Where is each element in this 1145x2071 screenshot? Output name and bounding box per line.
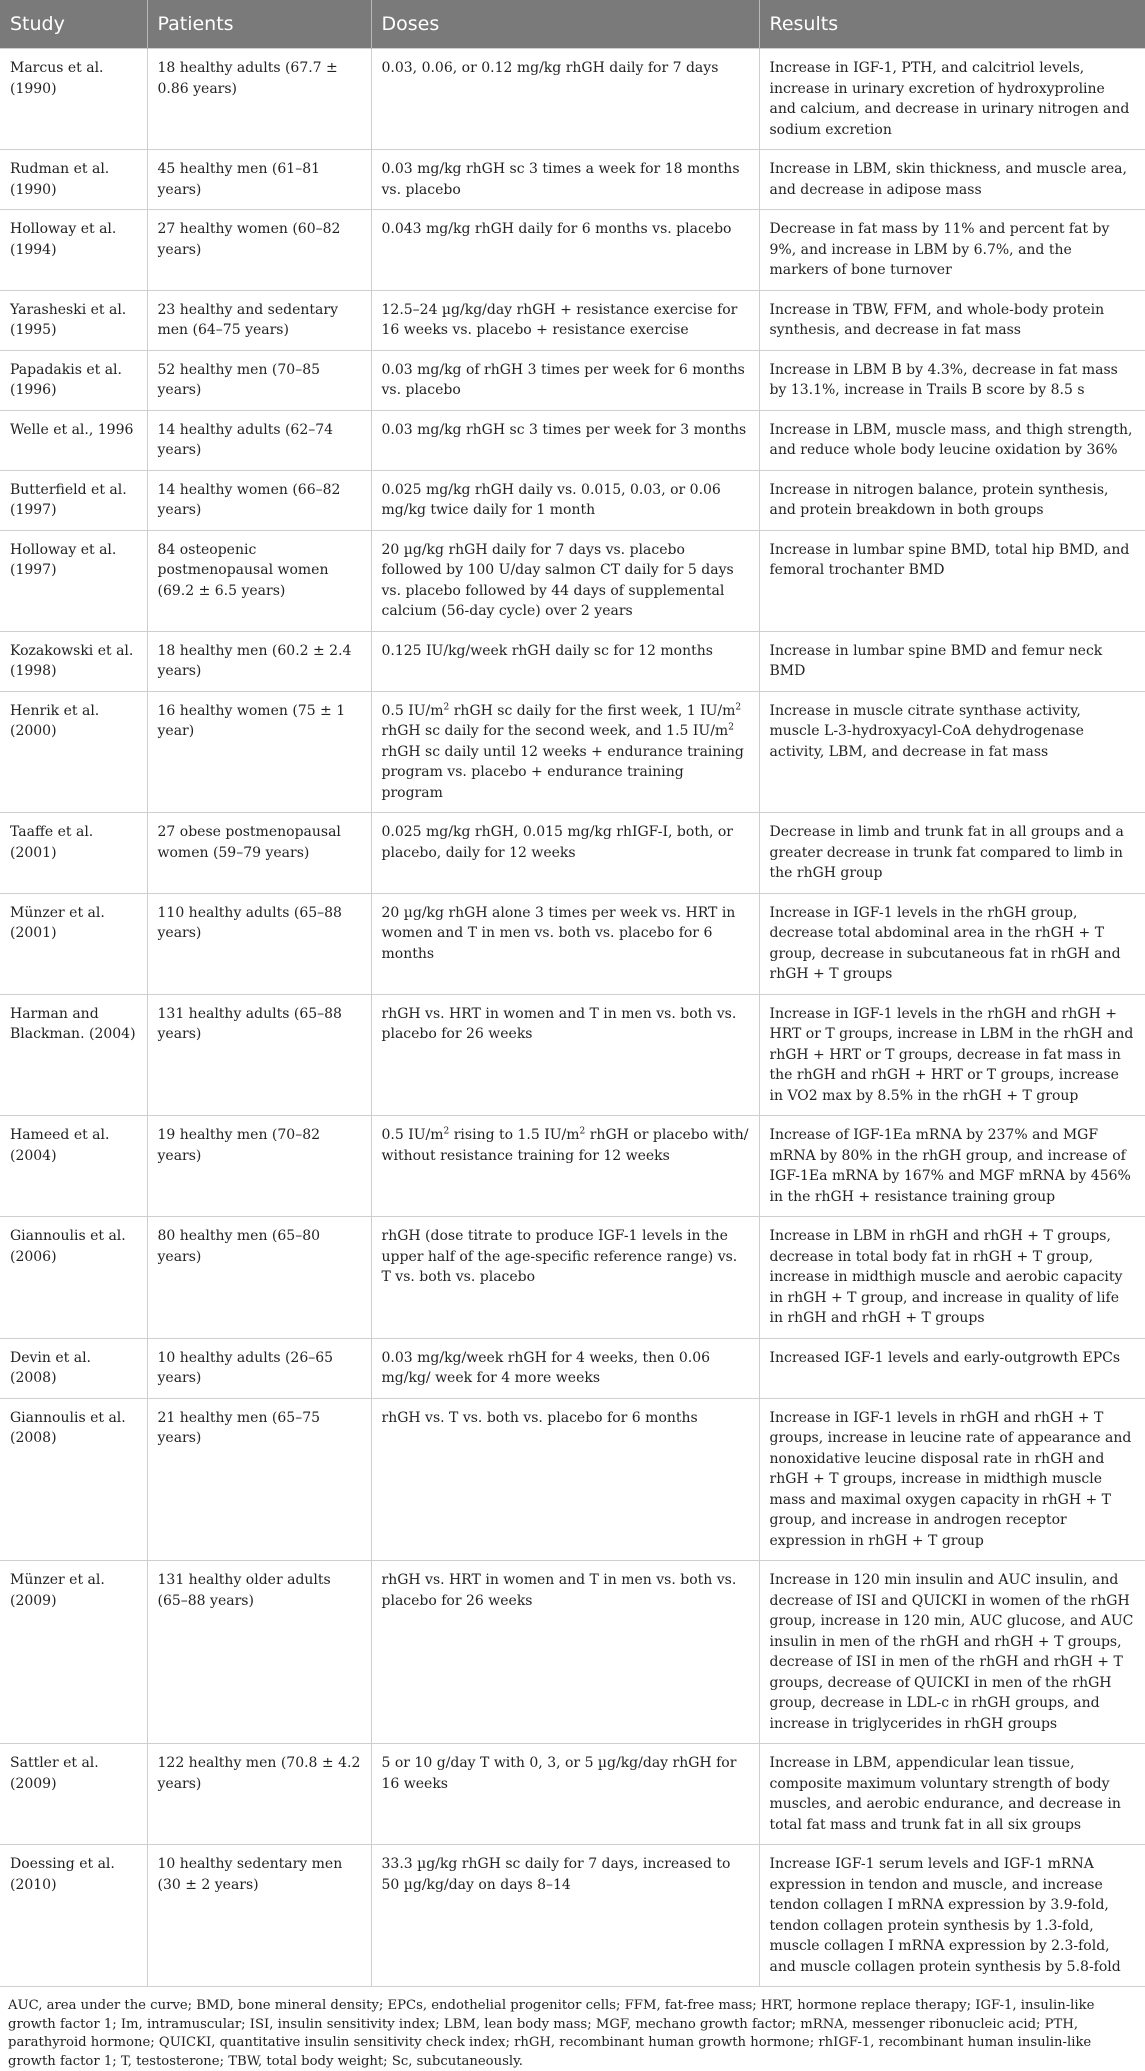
cell-results: Increase in lumbar spine BMD, total hip BMD, and femoral trochanter BMD	[759, 530, 1145, 631]
cell-results: Increase in IGF-1 levels in the rhGH and rhGH + HRT or T groups, increase in LBM in the rhGH and rhGH + HRT or T groups, decrease in fat mass in the rhGH and rhGH + HRT or T groups, increase in VO2 max by 8.5% in the rhGH + T group	[759, 994, 1145, 1116]
cell-patients: 10 healthy sedentary men (30 ± 2 years)	[147, 1845, 371, 1987]
cell-study: Sattler et al. (2009)	[0, 1744, 147, 1845]
cell-patients: 19 healthy men (70–82 years)	[147, 1116, 371, 1217]
header-row	[0, 0, 1145, 49]
cell-doses: 0.03 mg/kg rhGH sc 3 times a week for 18 months vs. placebo	[371, 150, 759, 210]
cell-doses: 0.03 mg/kg of rhGH 3 times per week for 6 months vs. placebo	[371, 350, 759, 410]
cell-results: Increase in IGF-1, PTH, and calcitriol levels, increase in urinary excretion of hydroxyproline and calcium, and decrease in urinary nitrogen and sodium excretion	[759, 49, 1145, 150]
table-row	[0, 350, 1145, 410]
cell-study: Münzer et al. (2009)	[0, 1561, 147, 1744]
cell-study: Münzer et al. (2001)	[0, 893, 147, 994]
cell-patients: 52 healthy men (70–85 years)	[147, 350, 371, 410]
cell-study: Harman and Blackman. (2004)	[0, 994, 147, 1116]
table-row	[0, 49, 1145, 150]
dose-text: rhGH sc daily for the first week, 1 IU/m	[449, 702, 736, 719]
cell-study: Kozakowski et al. (1998)	[0, 631, 147, 691]
cell-patients: 27 obese postmenopausal women (59–79 years)	[147, 813, 371, 894]
dose-text: 0.5 IU/m	[381, 702, 444, 719]
table-row	[0, 1561, 1145, 1744]
cell-results: Increase in TBW, FFM, and whole-body protein synthesis, and decrease in fat mass	[759, 290, 1145, 350]
table-row	[0, 530, 1145, 631]
cell-patients: 10 healthy adults (26–65 years)	[147, 1338, 371, 1398]
cell-doses: 20 µg/kg rhGH daily for 7 days vs. placebo followed by 100 U/day salmon CT daily for 5 days vs. placebo followed by 44 days of supplemental calcium (56-day cycle) over 2 years	[371, 530, 759, 631]
cell-patients: 21 healthy men (65–75 years)	[147, 1398, 371, 1561]
cell-doses: 33.3 µg/kg rhGH sc daily for 7 days, increased to 50 µg/kg/day on days 8–14	[371, 1845, 759, 1987]
table-row	[0, 1845, 1145, 1987]
dose-text: rhGH sc daily until 12 weeks + endurance training program vs. placebo + endurance training program	[381, 743, 744, 801]
cell-results: Increase in lumbar spine BMD and femur neck BMD	[759, 631, 1145, 691]
cell-doses: 0.025 mg/kg rhGH, 0.015 mg/kg rhIGF-I, both, or placebo, daily for 12 weeks	[371, 813, 759, 894]
cell-study: Rudman et al. (1990)	[0, 150, 147, 210]
cell-results: Increase IGF-1 serum levels and IGF-1 mRNA expression in tendon and muscle, and increase tendon collagen I mRNA expression by 3.9-fold, tendon collagen protein synthesis by 1.3-fold, muscle collagen I mRNA expression by 2.3-fold, and muscle collagen protein synthesis by 5.8-fold	[759, 1845, 1145, 1987]
cell-study: Welle et al., 1996	[0, 410, 147, 470]
table-row	[0, 290, 1145, 350]
cell-doses: 20 µg/kg rhGH alone 3 times per week vs. HRT in women and T in men vs. both vs. placebo for 6 months	[371, 893, 759, 994]
cell-results: Increase in LBM in rhGH and rhGH + T groups, decrease in total body fat in rhGH + T group, increase in midthigh muscle and aerobic capacity in rhGH + T group, and increase in quality of life in rhGH and rhGH + T groups	[759, 1217, 1145, 1339]
cell-doses	[371, 691, 759, 813]
cell-patients: 27 healthy women (60–82 years)	[147, 210, 371, 291]
table-row	[0, 1338, 1145, 1398]
cell-results: Increase in IGF-1 levels in the rhGH group, decrease total abdominal area in the rhGH + T group, decrease in subcutaneous fat in rhGH and rhGH + T groups	[759, 893, 1145, 994]
dose-text: rising to 1.5 IU/m	[449, 1127, 580, 1143]
dose-text: 0.5 IU/m	[381, 1127, 444, 1143]
superscript: 2	[579, 1126, 586, 1137]
dose-text: rhGH sc daily for the second week, and 1.5 IU/m	[381, 723, 729, 739]
table-row	[0, 631, 1145, 691]
table-row	[0, 893, 1145, 994]
table-row	[0, 150, 1145, 210]
cell-study: Devin et al. (2008)	[0, 1338, 147, 1398]
cell-doses	[371, 1116, 759, 1217]
header-results: Results	[759, 0, 1145, 49]
header-study: Study	[0, 0, 147, 49]
cell-study: Giannoulis et al. (2008)	[0, 1398, 147, 1561]
cell-patients: 16 healthy women (75 ± 1 year)	[147, 691, 371, 813]
cell-patients: 110 healthy adults (65–88 years)	[147, 893, 371, 994]
cell-doses: 0.025 mg/kg rhGH daily vs. 0.015, 0.03, or 0.06 mg/kg twice daily for 1 month	[371, 470, 759, 530]
cell-doses: 0.03 mg/kg/week rhGH for 4 weeks, then 0.06 mg/kg/ week for 4 more weeks	[371, 1338, 759, 1398]
cell-results: Increase in LBM, skin thickness, and muscle area, and decrease in adipose mass	[759, 150, 1145, 210]
table-row	[0, 1398, 1145, 1561]
cell-doses: 0.125 IU/kg/week rhGH daily sc for 12 months	[371, 631, 759, 691]
cell-patients: 14 healthy adults (62–74 years)	[147, 410, 371, 470]
cell-patients: 14 healthy women (66–82 years)	[147, 470, 371, 530]
cell-patients: 18 healthy men (60.2 ± 2.4 years)	[147, 631, 371, 691]
table-row	[0, 691, 1145, 813]
cell-results: Decrease in limb and trunk fat in all groups and a greater decrease in trunk fat compared to limb in the rhGH group	[759, 813, 1145, 894]
superscript: 2	[735, 701, 742, 712]
cell-results: Increase in IGF-1 levels in rhGH and rhGH + T groups, increase in leucine rate of appearance and nonoxidative leucine disposal rate in rhGH and rhGH + T groups, increase in midthigh muscle mass and maximal oxygen capacity in rhGH + T group, and increase in androgen receptor expression in rhGH + T group	[759, 1398, 1145, 1561]
cell-patients: 18 healthy adults (67.7 ± 0.86 years)	[147, 49, 371, 150]
cell-results: Increase in 120 min insulin and AUC insulin, and decrease of ISI and QUICKI in women of the rhGH group, increase in 120 min, AUC glucose, and AUC insulin in men of the rhGH and rhGH + T groups, decrease of ISI in men of the rhGH and rhGH + T groups, decrease of QUICKI in men of the rhGH group, decrease in LDL-c in rhGH groups, and increase in triglycerides in rhGH groups	[759, 1561, 1145, 1744]
table-row	[0, 1217, 1145, 1339]
table-footnote: AUC, area under the curve; BMD, bone mineral density; EPCs, endothelial progenitor cells; FFM, fat-free mass; HRT, hormone replace therapy; IGF-1, insulin-like growth factor 1; Im, intramuscular; ISI, insulin sensitivity index; LBM, lean body mass; MGF, mechano growth factor; mRNA, messenger ribonucleic acid; PTH, parathyroid hormone; QUICKI, quantitative insulin sensitivity check index; rhGH, recombinant human growth hormone; rhIGF-1, recombinant human insulin-like growth factor 1; T, testosterone; TBW, total body weight; Sc, subcutaneously.	[8, 1998, 1095, 2069]
cell-study: Taaffe et al. (2001)	[0, 813, 147, 894]
cell-doses: rhGH vs. HRT in women and T in men vs. both vs. placebo for 26 weeks	[371, 994, 759, 1116]
cell-results: Increased IGF-1 levels and early-outgrowth EPCs	[759, 1338, 1145, 1398]
cell-study: Holloway et al. (1997)	[0, 530, 147, 631]
cell-study: Marcus et al. (1990)	[0, 49, 147, 150]
cell-study: Doessing et al. (2010)	[0, 1845, 147, 1987]
cell-study: Henrik et al. (2000)	[0, 691, 147, 813]
cell-results: Increase in LBM B by 4.3%, decrease in fat mass by 13.1%, increase in Trails B score by 8.5 s	[759, 350, 1145, 410]
cell-results: Increase in nitrogen balance, protein synthesis, and protein breakdown in both groups	[759, 470, 1145, 530]
cell-doses: 0.03, 0.06, or 0.12 mg/kg rhGH daily for 7 days	[371, 49, 759, 150]
cell-doses: 5 or 10 g/day T with 0, 3, or 5 µg/kg/day rhGH for 16 weeks	[371, 1744, 759, 1845]
cell-patients: 122 healthy men (70.8 ± 4.2 years)	[147, 1744, 371, 1845]
table-row	[0, 410, 1145, 470]
cell-patients: 23 healthy and sedentary men (64–75 years)	[147, 290, 371, 350]
dose-text: rhGH or placebo with/ without resistance training for 12 weeks	[381, 1127, 749, 1164]
cell-patients: 131 healthy adults (65–88 years)	[147, 994, 371, 1116]
cell-patients: 84 osteopenic postmenopausal women (69.2 ± 6.5 years)	[147, 530, 371, 631]
cell-results: Increase in LBM, appendicular lean tissue, composite maximum voluntary strength of body muscles, and aerobic endurance, and decrease in total fat mass and trunk fat in all six groups	[759, 1744, 1145, 1845]
cell-results: Increase of IGF-1Ea mRNA by 237% and MGF mRNA by 80% in the rhGH group, and increase of IGF-1Ea mRNA by 167% and MGF mRNA by 456% in the rhGH + resistance training group	[759, 1116, 1145, 1217]
cell-results: Decrease in fat mass by 11% and percent fat by 9%, and increase in LBM by 6.7%, and the markers of bone turnover	[759, 210, 1145, 291]
cell-doses: rhGH vs. T vs. both vs. placebo for 6 months	[371, 1398, 759, 1561]
table-row	[0, 1116, 1145, 1217]
header-patients: Patients	[147, 0, 371, 49]
cell-patients: 131 healthy older adults (65–88 years)	[147, 1561, 371, 1744]
cell-results: Increase in LBM, muscle mass, and thigh strength, and reduce whole body leucine oxidation by 36%	[759, 410, 1145, 470]
superscript: 2	[443, 701, 450, 712]
cell-study: Yarasheski et al. (1995)	[0, 290, 147, 350]
cell-doses: 12.5–24 µg/kg/day rhGH + resistance exercise for 16 weeks vs. placebo + resistance exercise	[371, 290, 759, 350]
table-row	[0, 1744, 1145, 1845]
cell-patients: 45 healthy men (61–81 years)	[147, 150, 371, 210]
superscript: 2	[443, 1126, 450, 1137]
cell-results: Increase in muscle citrate synthase activity, muscle L-3-hydroxyacyl-CoA dehydrogenase activity, LBM, and decrease in fat mass	[759, 691, 1145, 813]
cell-study: Butterfield et al. (1997)	[0, 470, 147, 530]
table-row	[0, 470, 1145, 530]
cell-study: Holloway et al. (1994)	[0, 210, 147, 291]
table-row	[0, 813, 1145, 894]
cell-study: Giannoulis et al. (2006)	[0, 1217, 147, 1339]
cell-doses: rhGH (dose titrate to produce IGF-1 levels in the upper half of the age-specific reference range) vs. T vs. both vs. placebo	[371, 1217, 759, 1339]
table-row	[0, 994, 1145, 1116]
cell-patients: 80 healthy men (65–80 years)	[147, 1217, 371, 1339]
cell-doses: 0.043 mg/kg rhGH daily for 6 months vs. placebo	[371, 210, 759, 291]
superscript: 2	[728, 722, 734, 733]
table-row	[0, 210, 1145, 291]
cell-doses: rhGH vs. HRT in women and T in men vs. both vs. placebo for 26 weeks	[371, 1561, 759, 1744]
cell-doses: 0.03 mg/kg rhGH sc 3 times per week for 3 months	[371, 410, 759, 470]
cell-study: Papadakis et al. (1996)	[0, 350, 147, 410]
cell-study: Hameed et al. (2004)	[0, 1116, 147, 1217]
header-doses: Doses	[371, 0, 759, 49]
